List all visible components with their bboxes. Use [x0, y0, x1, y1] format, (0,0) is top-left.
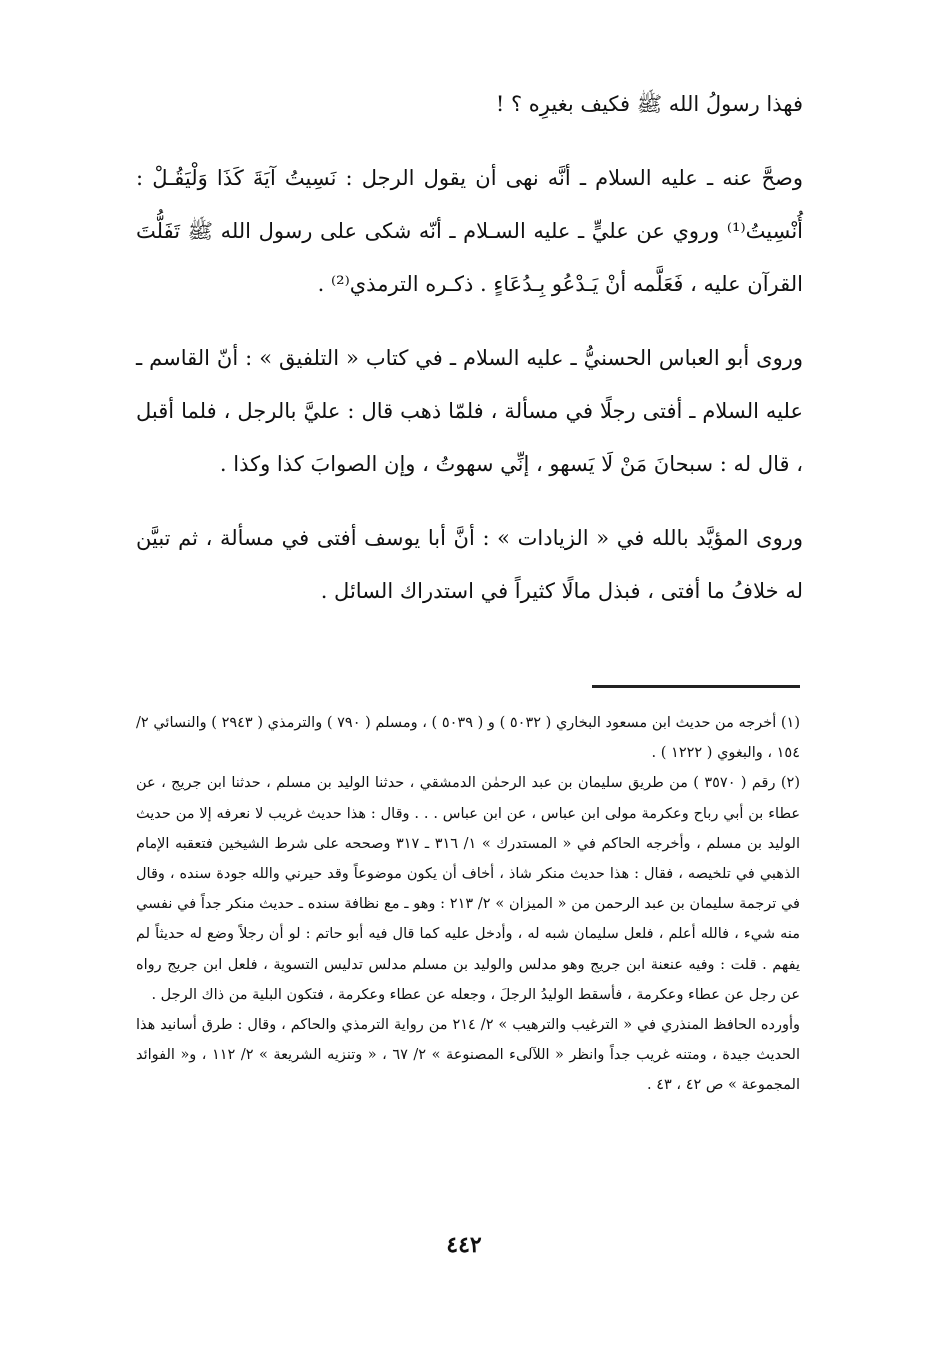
footnote-separator	[592, 685, 800, 688]
paragraph-3: وروى أبو العباس الحسنيُّ ـ عليه السلام ـ في كتاب « التلفيق » : أنّ القاسم ـ عليه السلام ـ أفتى رجلًا في مسألة ، فلمّا ذهب قال : عليَّ بالرجل ، فلما أقبل ، قال له : سبحانَ مَنْ لَا يَسهو ، إنِّي سهوتُ ، وإن الصوابَ كذا وكذا .	[136, 346, 803, 476]
paragraph-2: وصحَّ عنه ـ عليه السلام ـ أنَّه نهى أن يقول الرجل : نَسِيتُ آيَةَ كَذَا وَلْيَقُـلْ : أُنْسِيتُ⁽¹⁾ وروي عن عليٍّ ـ عليه السـلام ـ أنّه شكى على رسول الله ﷺ تَفَلُّتَ القرآن عليه ، فَعَلَّمه أنْ يَـدْعُو بِـدُعَاءٍ . ذكـره الترمذي⁽²⁾ .	[136, 166, 803, 296]
page-number: ٤٤٢	[446, 1232, 482, 1258]
main-text	[136, 78, 803, 618]
footnote-1: (١) أخرجه من حديث ابن مسعود البخاري ( ٥٠٣٢ ) و ( ٥٠٣٩ ) ، ومسلم ( ٧٩٠ ) والترمذي ( ٢٩٤٣ ) والنسائي ٢/ ١٥٤ ، والبغوي ( ١٢٢٢ ) .	[136, 715, 800, 762]
footnote-2-continued: وأورده الحافظ المنذري في « الترغيب والترهيب » ٢/ ٢١٤ من رواية الترمذي والحاكم ، وقال : طرق أسانيد هذا الحديث جيدة ، ومتنه غريب جداً وانظر « اللآلىء المصنوعة » ٢/ ٦٧ ، « وتنزيه الشريعة » ٢/ ١١٢ ، و« الفوائد المجموعة » ص ٤٢ ، ٤٣ .	[136, 1017, 801, 1094]
footnote-2: (٢) رقم ( ٣٥٧٠ ) من طريق سليمان بن عبد الرحمٰن الدمشقي ، حدثنا الوليد بن مسلم ، حدثنا ابن جريج ، عن عطاء بن أبي رباح وعكرمة مولى ابن عباس ، عن ابن عباس . . . وقال : هذا حديث غريب لا نعرفه إلا من حديث الوليد بن مسلم ، وأخرجه الحاكم في « المستدرك » ١/ ٣١٦ ـ ٣١٧ وصححه على شرط الشيخين فتعقبه الإمام الذهبي في تلخيصه ، فقال : هذا حديث منكر شاذ ، أخاف أن يكون موضوعاً وقد حيرني والله جودة سنده ، وقال في ترجمة سليمان بن عبد الرحمن من « الميزان » ٢/ ٢١٣ : وهو ـ مع نظافة سنده ـ حديث منكر جداً في نفسي منه شيء ، فالله أعلم ، فلعل سليمان شبه له ، وأدخل عليه كما قال فيه أبو حاتم : لو أن رجلاً وضع له حديثاً لم يفهم . قلت : وفيه عنعنة ابن جريج وهو مدلس والوليد بن مسلم مدلس تدليس التسوية ، فلعل ابن جريج رواه عن رجل عن عطاء وعكرمة ، فأسقط الوليدُ الرجلَ ، وجعله عن عطاء وعكرمة ، فتكون البلية من ذاك الرجل .	[136, 775, 800, 1003]
paragraph-1: فهذا رسولُ الله ﷺ فكيف بغيرِه ؟ !	[495, 92, 803, 116]
paragraph-4: وروى المؤيَّد بالله في « الزيادات » : أنَّ أبا يوسف أفتى في مسألة ، ثم تبيَّن له خلافُ ما أفتى ، فبذل مالًا كثيراً في استدراك السائل .	[136, 526, 803, 603]
footnotes	[136, 708, 800, 1101]
